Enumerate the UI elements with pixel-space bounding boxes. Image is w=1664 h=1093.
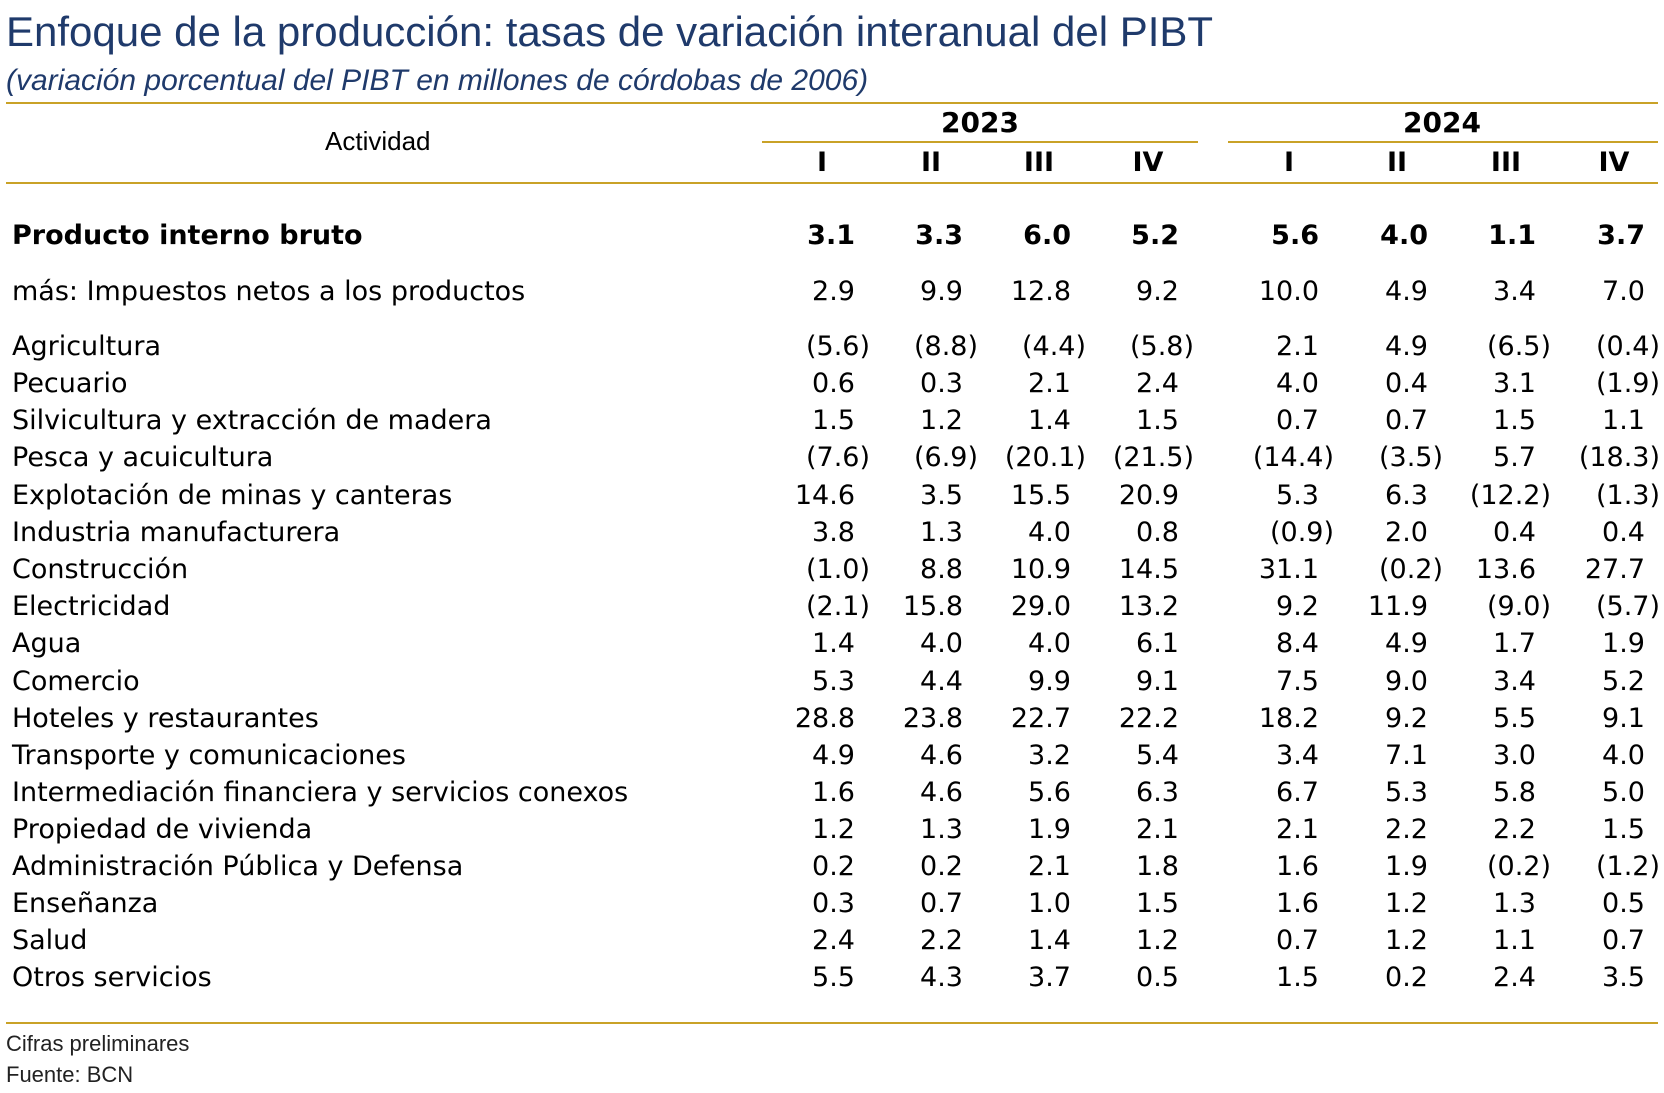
- row-value: 0.7: [1385, 405, 1428, 436]
- table-row: [0, 703, 1664, 740]
- row-value: (1.3): [1595, 480, 1660, 511]
- row-value: 3.1: [807, 220, 855, 251]
- row-value: 13.6: [1475, 554, 1536, 585]
- row-label: Intermediación financiera y servicios conexos: [12, 777, 629, 808]
- row-value: (20.1): [1004, 442, 1086, 473]
- row-value: 2.2: [1385, 814, 1428, 845]
- row-value: (5.8): [1129, 331, 1194, 362]
- row-value: 0.2: [1385, 962, 1428, 993]
- row-value: 2.0: [1385, 517, 1428, 548]
- row-value: 5.2: [1602, 666, 1645, 697]
- table-row: [0, 480, 1664, 517]
- row-label: Pecuario: [12, 368, 128, 399]
- row-label: Producto interno bruto: [12, 220, 363, 251]
- header-quarter-2024-i: I: [1283, 147, 1295, 178]
- row-value: 1.1: [1488, 220, 1536, 251]
- row-value: 3.2: [1028, 740, 1071, 771]
- header-quarter-2024-ii: II: [1386, 147, 1408, 178]
- row-value: 9.2: [1136, 276, 1179, 307]
- row-value: 3.7: [1597, 220, 1645, 251]
- row-value: 18.2: [1258, 703, 1319, 734]
- row-label: Silvicultura y extracción de madera: [12, 405, 492, 436]
- row-value: 5.3: [812, 666, 855, 697]
- row-value: 6.3: [1136, 777, 1179, 808]
- row-value: 1.5: [1136, 405, 1179, 436]
- table-row: [0, 962, 1664, 999]
- row-value: 20.9: [1118, 480, 1179, 511]
- row-value: 7.5: [1276, 666, 1319, 697]
- table-row: [0, 666, 1664, 703]
- row-value: 4.0: [1380, 220, 1428, 251]
- row-value: 4.0: [1276, 368, 1319, 399]
- row-value: 0.7: [920, 888, 963, 919]
- row-value: 0.7: [1602, 925, 1645, 956]
- top-rule: [6, 102, 1658, 104]
- row-value: 22.7: [1010, 703, 1071, 734]
- row-value: 1.7: [1493, 628, 1536, 659]
- row-value: 4.4: [920, 666, 963, 697]
- row-value: 3.8: [812, 517, 855, 548]
- row-value: (21.5): [1112, 442, 1194, 473]
- header-bottom-rule: [6, 182, 1658, 184]
- row-value: 9.2: [1385, 703, 1428, 734]
- row-value: (7.6): [805, 442, 870, 473]
- row-value: 3.4: [1493, 666, 1536, 697]
- row-value: (4.4): [1021, 331, 1086, 362]
- row-label: Administración Pública y Defensa: [12, 851, 464, 882]
- table-row: [0, 628, 1664, 665]
- table-row: [0, 888, 1664, 925]
- table-row: [0, 925, 1664, 962]
- row-value: 4.3: [920, 962, 963, 993]
- row-value: 3.0: [1493, 740, 1536, 771]
- row-value: 8.8: [920, 554, 963, 585]
- footnote-source: Fuente: BCN: [6, 1062, 134, 1087]
- row-label: Explotación de minas y canteras: [12, 480, 453, 511]
- row-value: 15.8: [902, 591, 963, 622]
- row-value: (12.2): [1469, 480, 1551, 511]
- table-row: [0, 517, 1664, 554]
- row-value: 0.4: [1602, 517, 1645, 548]
- row-value: 23.8: [902, 703, 963, 734]
- table-row: [0, 220, 1664, 257]
- row-value: (8.8): [913, 331, 978, 362]
- row-value: 5.6: [1271, 220, 1319, 251]
- row-value: (9.0): [1486, 591, 1551, 622]
- row-label: Construcción: [12, 554, 189, 585]
- row-value: 2.1: [1136, 814, 1179, 845]
- row-value: 5.4: [1136, 740, 1179, 771]
- row-value: 2.1: [1276, 331, 1319, 362]
- row-value: 2.4: [1136, 368, 1179, 399]
- row-label: Otros servicios: [12, 962, 212, 993]
- table-row: [0, 331, 1664, 368]
- row-value: 8.4: [1276, 628, 1319, 659]
- row-label: Agua: [12, 628, 82, 659]
- row-value: 9.1: [1136, 666, 1179, 697]
- row-value: 11.9: [1367, 591, 1428, 622]
- row-label: Electricidad: [12, 591, 171, 622]
- year-2024-rule: [1228, 141, 1658, 143]
- row-label: más: Impuestos netos a los productos: [12, 276, 526, 307]
- row-value: 1.5: [1136, 888, 1179, 919]
- row-value: 4.9: [812, 740, 855, 771]
- table-row: [0, 368, 1664, 405]
- row-value: 6.3: [1385, 480, 1428, 511]
- row-value: 4.0: [1028, 628, 1071, 659]
- table-row: [0, 405, 1664, 442]
- row-value: 2.4: [1493, 962, 1536, 993]
- row-value: 10.9: [1010, 554, 1071, 585]
- row-value: 3.4: [1493, 276, 1536, 307]
- row-value: 1.8: [1136, 851, 1179, 882]
- row-value: 1.1: [1602, 405, 1645, 436]
- row-value: 9.2: [1276, 591, 1319, 622]
- row-value: 2.1: [1028, 851, 1071, 882]
- row-value: 5.7: [1493, 442, 1536, 473]
- row-value: (5.6): [805, 331, 870, 362]
- row-label: Transporte y comunicaciones: [12, 740, 406, 771]
- row-value: 1.4: [1028, 405, 1071, 436]
- row-value: 31.1: [1258, 554, 1319, 585]
- row-value: 0.4: [1385, 368, 1428, 399]
- year-2023-rule: [762, 141, 1198, 143]
- row-value: 5.3: [1385, 777, 1428, 808]
- row-value: 6.0: [1023, 220, 1071, 251]
- header-quarter-2023-iv: IV: [1132, 147, 1164, 178]
- row-value: 10.0: [1258, 276, 1319, 307]
- row-value: 9.0: [1385, 666, 1428, 697]
- row-value: 13.2: [1118, 591, 1179, 622]
- row-value: 1.3: [920, 517, 963, 548]
- row-value: 4.0: [1602, 740, 1645, 771]
- row-value: 2.1: [1276, 814, 1319, 845]
- row-value: (0.2): [1486, 851, 1551, 882]
- table-row: [0, 554, 1664, 591]
- row-value: 1.3: [920, 814, 963, 845]
- row-label: Enseñanza: [12, 888, 159, 919]
- header-quarter-2023-ii: II: [920, 147, 942, 178]
- row-value: (1.2): [1595, 851, 1660, 882]
- row-value: 0.2: [920, 851, 963, 882]
- row-value: 1.6: [812, 777, 855, 808]
- row-value: (18.3): [1578, 442, 1660, 473]
- row-value: 4.9: [1385, 276, 1428, 307]
- row-value: 29.0: [1010, 591, 1071, 622]
- row-value: 1.2: [812, 814, 855, 845]
- row-value: 5.5: [1493, 703, 1536, 734]
- row-value: 9.9: [1028, 666, 1071, 697]
- row-value: 1.2: [1385, 925, 1428, 956]
- row-value: (0.2): [1378, 554, 1443, 585]
- row-label: Salud: [12, 925, 88, 956]
- row-value: 0.2: [812, 851, 855, 882]
- row-value: 0.7: [1276, 405, 1319, 436]
- row-value: 1.4: [812, 628, 855, 659]
- header-quarter-2024-iii: III: [1490, 147, 1522, 178]
- row-value: 1.6: [1276, 851, 1319, 882]
- row-value: 9.1: [1602, 703, 1645, 734]
- row-label: Industria manufacturera: [12, 517, 341, 548]
- row-value: 1.1: [1493, 925, 1536, 956]
- row-label: Hoteles y restaurantes: [12, 703, 319, 734]
- page-title: Enfoque de la producción: tasas de variación interanual del PIBT: [6, 8, 1214, 55]
- row-value: 3.5: [1602, 962, 1645, 993]
- row-value: (6.9): [913, 442, 978, 473]
- table-row: [0, 851, 1664, 888]
- row-value: 1.2: [1385, 888, 1428, 919]
- row-value: 6.7: [1276, 777, 1319, 808]
- row-value: 9.9: [920, 276, 963, 307]
- row-value: 3.4: [1276, 740, 1319, 771]
- row-value: 5.2: [1131, 220, 1179, 251]
- row-value: 0.3: [920, 368, 963, 399]
- row-value: 4.9: [1385, 331, 1428, 362]
- row-value: 1.9: [1385, 851, 1428, 882]
- row-value: 3.5: [920, 480, 963, 511]
- header-year-2024: 2024: [1403, 106, 1481, 139]
- header-quarter-2023-i: I: [816, 147, 828, 178]
- row-value: 5.3: [1276, 480, 1319, 511]
- row-value: 4.0: [1028, 517, 1071, 548]
- row-value: (3.5): [1378, 442, 1443, 473]
- table-row: [0, 777, 1664, 814]
- row-value: 5.6: [1028, 777, 1071, 808]
- header-quarter-2023-iii: III: [1023, 147, 1055, 178]
- row-value: (2.1): [805, 591, 870, 622]
- row-value: 3.1: [1493, 368, 1536, 399]
- bottom-rule: [6, 1022, 1658, 1024]
- row-value: (0.9): [1269, 517, 1334, 548]
- row-value: 0.5: [1602, 888, 1645, 919]
- row-value: 7.0: [1602, 276, 1645, 307]
- row-value: 5.5: [812, 962, 855, 993]
- row-value: 1.2: [1136, 925, 1179, 956]
- row-value: 12.8: [1010, 276, 1071, 307]
- row-value: 1.9: [1028, 814, 1071, 845]
- row-value: 0.3: [812, 888, 855, 919]
- row-value: 2.4: [812, 925, 855, 956]
- row-value: (14.4): [1252, 442, 1334, 473]
- row-value: (5.7): [1595, 591, 1660, 622]
- row-value: 4.0: [920, 628, 963, 659]
- header-activity: Actividad: [325, 126, 431, 156]
- row-value: 1.6: [1276, 888, 1319, 919]
- row-value: 14.6: [794, 480, 855, 511]
- header-year-2023: 2023: [941, 106, 1019, 139]
- row-value: 3.7: [1028, 962, 1071, 993]
- row-value: 2.1: [1028, 368, 1071, 399]
- row-value: 28.8: [794, 703, 855, 734]
- row-value: 4.9: [1385, 628, 1428, 659]
- row-value: 27.7: [1584, 554, 1645, 585]
- row-value: 4.6: [920, 777, 963, 808]
- table-row: [0, 591, 1664, 628]
- row-label: Pesca y acuicultura: [12, 442, 274, 473]
- row-value: 0.8: [1136, 517, 1179, 548]
- row-value: 2.2: [1493, 814, 1536, 845]
- row-value: 1.3: [1493, 888, 1536, 919]
- row-value: 0.4: [1493, 517, 1536, 548]
- row-value: 5.0: [1602, 777, 1645, 808]
- row-value: 7.1: [1385, 740, 1428, 771]
- row-value: 2.9: [812, 276, 855, 307]
- table-row: [0, 814, 1664, 851]
- table-row: [0, 442, 1664, 479]
- row-value: 0.5: [1136, 962, 1179, 993]
- row-value: 0.6: [812, 368, 855, 399]
- row-value: (0.4): [1595, 331, 1660, 362]
- row-value: 1.0: [1028, 888, 1071, 919]
- header-quarter-2024-iv: IV: [1598, 147, 1630, 178]
- row-value: 22.2: [1118, 703, 1179, 734]
- row-label: Comercio: [12, 666, 140, 697]
- row-value: (1.0): [805, 554, 870, 585]
- row-value: (6.5): [1486, 331, 1551, 362]
- footnote-preliminary: Cifras preliminares: [6, 1031, 190, 1056]
- row-value: 6.1: [1136, 628, 1179, 659]
- row-value: 5.8: [1493, 777, 1536, 808]
- row-value: 4.6: [920, 740, 963, 771]
- row-value: 14.5: [1118, 554, 1179, 585]
- page-subtitle: (variación porcentual del PIBT en millones de córdobas de 2006): [6, 64, 869, 97]
- row-value: 1.5: [1602, 814, 1645, 845]
- table-row: [0, 740, 1664, 777]
- row-value: 1.5: [1493, 405, 1536, 436]
- row-value: (1.9): [1595, 368, 1660, 399]
- row-value: 1.5: [812, 405, 855, 436]
- row-value: 1.5: [1276, 962, 1319, 993]
- row-value: 1.9: [1602, 628, 1645, 659]
- row-value: 3.3: [915, 220, 963, 251]
- row-value: 1.4: [1028, 925, 1071, 956]
- row-value: 15.5: [1010, 480, 1071, 511]
- table-row: [0, 276, 1664, 313]
- row-label: Agricultura: [12, 331, 162, 362]
- row-label: Propiedad de vivienda: [12, 814, 313, 845]
- row-value: 2.2: [920, 925, 963, 956]
- row-value: 0.7: [1276, 925, 1319, 956]
- row-value: 1.2: [920, 405, 963, 436]
